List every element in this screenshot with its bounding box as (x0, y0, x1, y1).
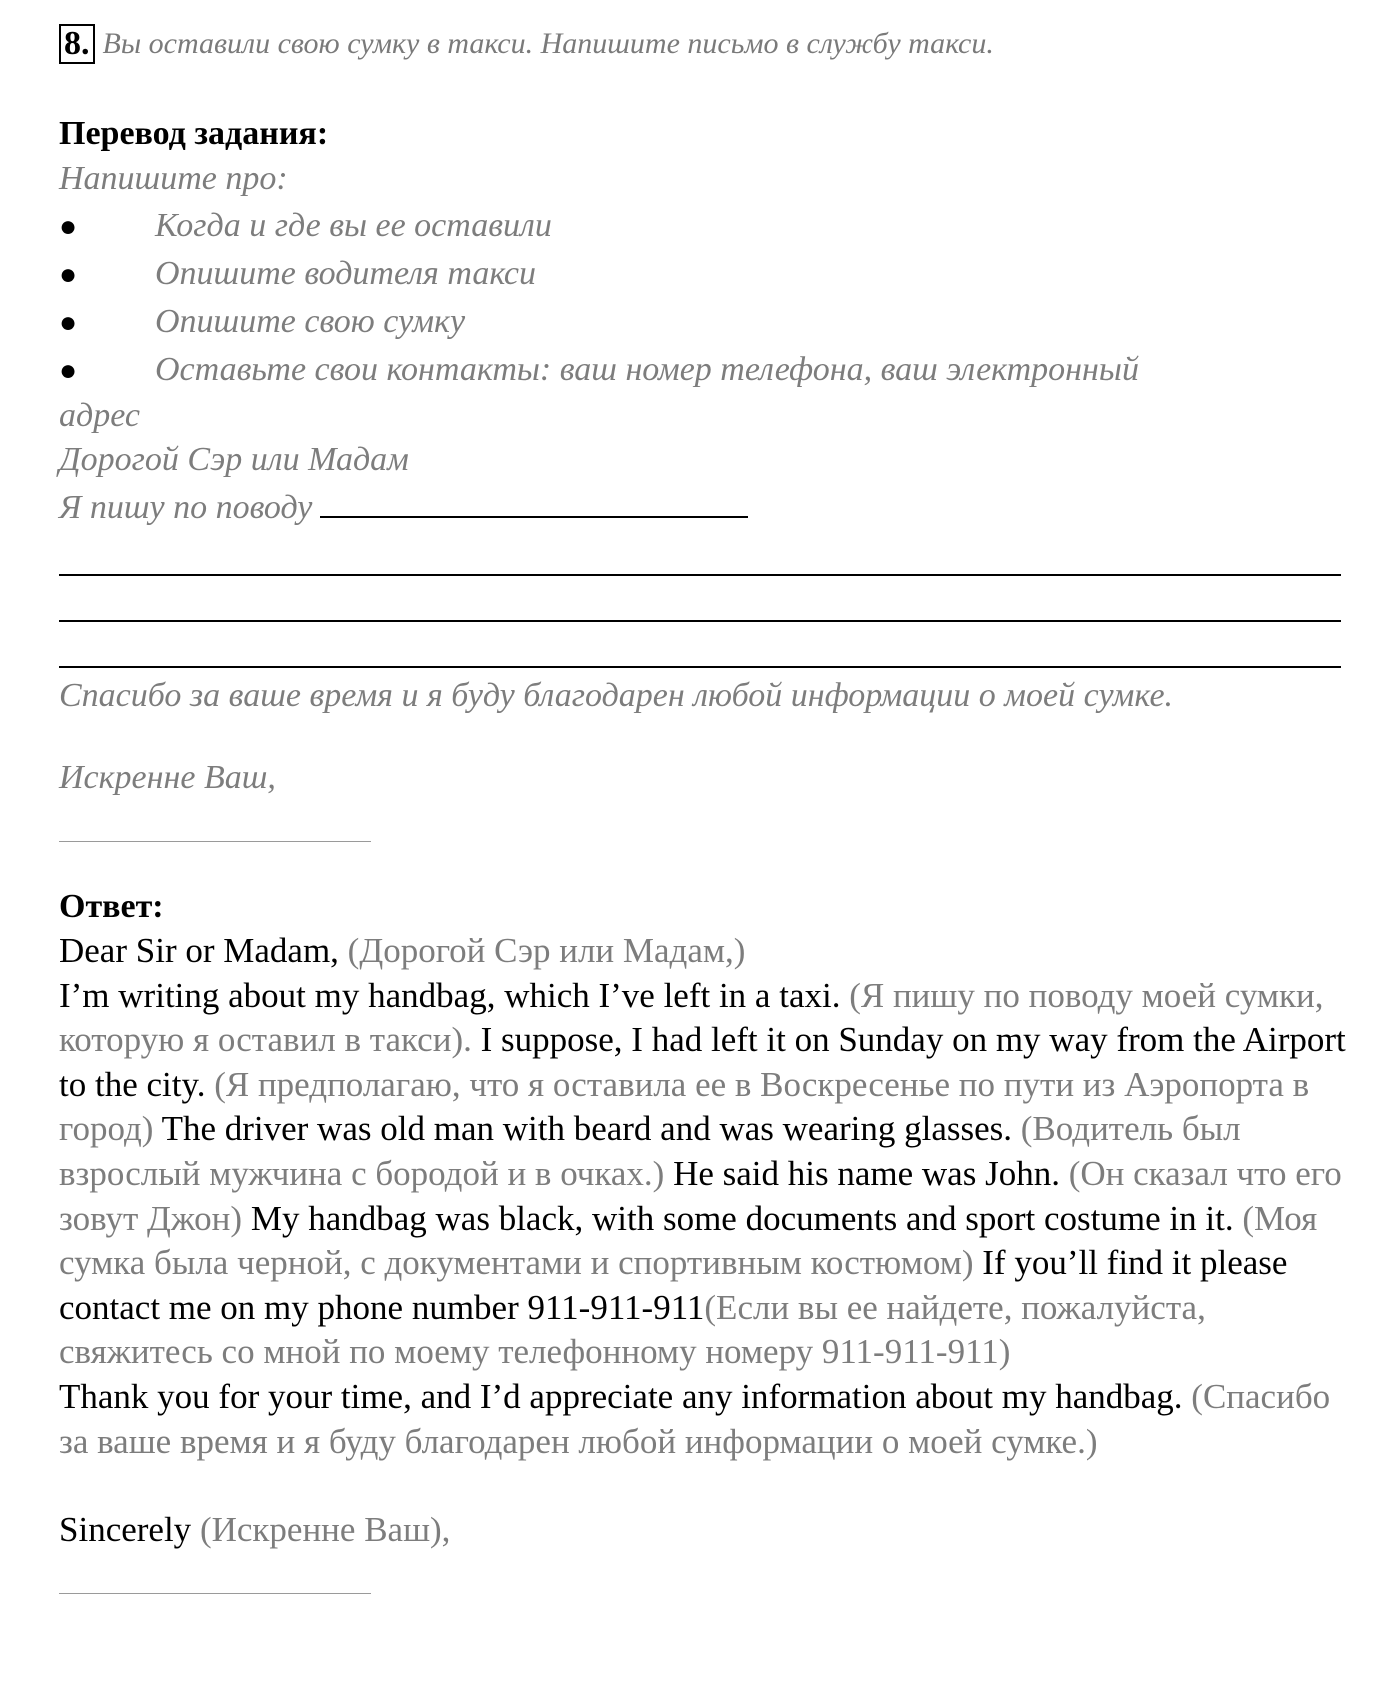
bullet-text: Опишите водителя такси (155, 255, 537, 292)
answer-thanks (59, 1375, 1354, 1464)
answer-title: Ответ: (59, 888, 164, 925)
translation-title: Перевод задания: (59, 115, 329, 152)
bullet-icon: ● (59, 258, 78, 291)
bullet-text: Опишите свою сумку (155, 303, 466, 340)
body-ru: (Моя сумка была черной, с документами и спортивным костюмом) (59, 1198, 1318, 1283)
task-header (59, 22, 1349, 66)
body-en: If you’ll find it please contact me on my phone number 911-911-911 (59, 1243, 1288, 1327)
greeting-ru: (Дорогой Сэр или Мадам,) (347, 931, 746, 970)
greeting-en: Dear Sir or Madam, (59, 931, 339, 970)
task-instruction: Вы оставили свою сумку в такси. Напишите письмо в службу такси. (102, 27, 994, 60)
answer-blank-line (59, 622, 1341, 668)
body-en: I suppose, I had left it on Sunday on my way from the Airport to the city. (59, 1020, 1346, 1104)
body-en: The driver was old man with beard and was wearing glasses. (161, 1109, 1013, 1149)
worksheet-page (59, 22, 1349, 1594)
translation-intro: Напишите про: (59, 160, 288, 197)
fill-in-blank (320, 482, 748, 518)
body-ru: (Я предполагаю, что я оставила ее в Воскресенье по пути из Аэропорта в город) (59, 1064, 1310, 1149)
body-en: My handbag was black, with some documents and sport costume in it. (250, 1198, 1234, 1238)
body-en: He said his name was John. (673, 1153, 1060, 1193)
answer-blank-line (59, 576, 1341, 622)
bullet-icon: ● (59, 354, 78, 387)
answer-body (59, 974, 1354, 1375)
body-en: I’m writing about my handbag, which I’ve left in a taxi. (59, 975, 841, 1015)
bullet-icon: ● (59, 210, 78, 243)
closing-thanks: Спасибо за ваше время и я буду благодарен любой информации о моей сумке. (59, 677, 1174, 714)
bullet-icon: ● (59, 306, 78, 339)
thanks-ru: (Спасибо за ваше время и я буду благодарен любой информации о моей сумке.) (59, 1376, 1331, 1461)
writing-prompt: Я пишу по поводу (59, 489, 313, 526)
bullet-continuation: адрес (59, 397, 140, 434)
letter-greeting: Дорогой Сэр или Мадам (59, 441, 409, 478)
signature-line (59, 1593, 371, 1594)
body-ru: (Водитель был взрослый мужчина с бородой и в очках.) (59, 1109, 1241, 1193)
bullet-text: Оставьте свои контакты: ваш номер телефона, ваш электронный (155, 351, 1139, 388)
bullet-item (59, 346, 1349, 394)
body-ru: (Он сказал что его зовут Джон) (59, 1153, 1342, 1238)
signature-line (59, 841, 371, 842)
body-ru: (Если вы ее найдете, пожалуйста, свяжитесь со мной по моему телефонному номеру 911-911-911) (59, 1287, 1206, 1372)
answer-blank-line (59, 530, 1341, 576)
sincerely-ru: (Искренне Ваш), (199, 1510, 451, 1550)
writing-prompt-line (59, 482, 1349, 530)
thanks-en: Thank you for your time, and I’d appreciate any information about my handbag. (59, 1376, 1183, 1416)
body-ru: (Я пишу по поводу моей сумки, которую я оставил в такси). (59, 975, 1324, 1060)
answer-greeting (59, 929, 1354, 974)
bullet-item (59, 250, 1349, 298)
bullet-item (59, 202, 1349, 250)
sincerely-en: Sincerely (59, 1510, 192, 1550)
sign-off: Искренне Ваш, (59, 759, 276, 796)
bullet-text: Когда и где вы ее оставили (155, 207, 552, 244)
task-number-box: 8. (59, 24, 95, 64)
answer-sincerely (59, 1508, 1354, 1553)
bullet-item (59, 298, 1349, 346)
